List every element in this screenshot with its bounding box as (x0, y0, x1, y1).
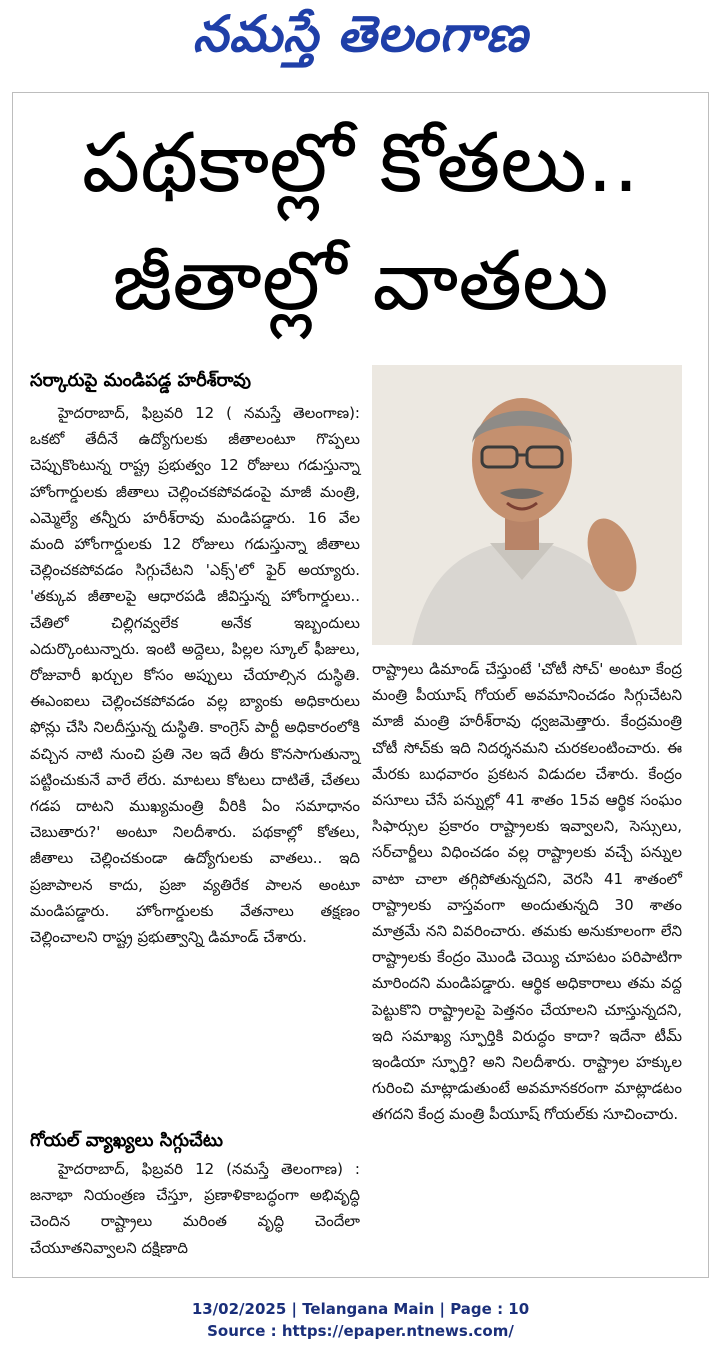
person-portrait-icon (372, 365, 682, 645)
story-2-paragraph-right: రాష్ట్రాలు డిమాండ్‌ చేస్తుంటే 'చోటీ సోచ్‌' అంటూ కేంద్ర మంత్రి పీయూష్‌ గోయల్‌ అవమానించడం సిగ్గుచేటని మాజీ మంత్రి హరీశ్‌రావు ధ్వజమెత్తారు. కేంద్రమంత్రి చోటీ సోచ్‌కు ఇది నిదర్శనమని చురకలంటించారు. ఈ మేరకు బుధవారం ప్రకటన విడుదల చేశారు. కేంద్రం వసూలు చేసే పన్నుల్లో 41 శాతం 15వ ఆర్థిక సంఘం సిఫార్సుల ప్రకారం రాష్ట్రాలకు ఇవ్వాలని, సెస్సులు, సర్‌చార్జీలు విధించడం వల్ల రాష్ట్రాలకు వచ్చే పన్నుల వాటా చాలా తగ్గిపోతున్నదని, వెరసి 41 శాతంలో రాష్ట్రాలకు వాస్తవంగా అందుతున్నది 30 శాతం మాత్రమే నని వివరించారు. తమకు అనుకూలంగా లేని రాష్ట్రాలకు కేంద్రం మొండి చెయ్యి చూపటం పరిపాటిగా మారిందని మండిపడ్డారు. ఆర్థిక అధికారాలు తమ వద్ద పెట్టుకొని రాష్ట్రాలపై పెత్తనం చేయాలని చూస్తున్నదని, ఇది సమాఖ్య స్ఫూర్తికి విరుద్ధం కాదా? ఇదేనా టీమ్‌ ఇండియా స్ఫూర్తి? అని నిలదీశారు. రాష్ట్రాల హక్కుల గురించి మాట్లాడుతుంటే అవమానకరంగా మాట్లాడటం తగదని కేంద్ర మంత్రి పీయూష్‌ గోయల్‌కు సూచించారు. (372, 660, 682, 1124)
footer-source-link[interactable]: Source : https://epaper.ntnews.com/ (207, 1322, 514, 1340)
story-1-body (30, 400, 360, 950)
headline-line-2: జీతాల్లో వాతలు (112, 234, 609, 329)
story-2-subhead: గోయల్‌ వ్యాఖ్యలు సిగ్గుచేటు (30, 1130, 223, 1151)
story-2-body-right (372, 656, 682, 1128)
masthead (0, 0, 721, 80)
portrait-photo (372, 365, 682, 645)
footer-edition-info: 13/02/2025 | Telangana Main | Page : 10 (191, 1300, 530, 1318)
story-1-subhead: సర్కారుపై మండిపడ్డ హరీశ్‌రావు (30, 370, 251, 391)
story-2-paragraph-left: హైదరాబాద్‌, ఫిబ్రవరి 12 (నమస్తే తెలంగాణ) : జనాభా నియంత్రణ చేస్తూ, ప్రణాళికాబద్ధంగా అభివృద్ధి చెందిన రాష్ట్రాలు మరింత వృద్ధి చెందేలా చేయూతనివ్వాలని దక్షిణాది (30, 1160, 360, 1257)
headline-line-1: పథకాల్లో కోతలు.. (81, 116, 640, 211)
story-1-paragraph: హైదరాబాద్‌, ఫిబ్రవరి 12 ( నమస్తే తెలంగాణ): ఒకటో తేదీనే ఉద్యోగులకు జీతాలంటూ గొప్పలు చెప్పుకొంటున్న రాష్ట్ర ప్రభుత్వం 12 రోజులు గడుస్తున్నా హోంగార్డులకు జీతాలు చెల్లించకపోవడంపై మాజీ మంత్రి, ఎమ్మెల్యే తన్నీరు హరీశ్‌రావు మండిపడ్డారు. 16 వేల మంది హోంగార్డులకు 12 రోజులు గడుస్తున్నా జీతాలు చెల్లించకపోవడం సిగ్గుచేటని 'ఎక్స్‌'లో ఫైర్‌ అయ్యారు. 'తక్కువ జీతాలపై ఆధారపడి జీవిస్తున్న హోంగార్డులు.. చేతిలో చిల్లిగవ్వలేక అనేక ఇబ్బందులు ఎదుర్కొంటున్నారు. ఇంటి అద్దెలు, పిల్లల స్కూల్‌ ఫీజులు, రోజువారీ ఖర్చుల కోసం అప్పులు చేయాల్సిన దుస్థితి. ఈఎంఐలు చెల్లించకపోవడం వల్ల బ్యాంకు అధికారులు ఫోన్లు చేసి నిలదీస్తున్న దుస్థితి. కాంగ్రెస్‌ పార్టీ అధికారంలోకి వచ్చిన నాటి నుంచి ప్రతి నెల ఇదే తీరు కొనసాగుతున్నా పట్టించుకునే వారే లేరు. మాటలు కోటలు దాటితే, చేతలు గడప దాటని ముఖ్యమంత్రి వీరికి ఏం సమాధానం చెబుతారు?' అంటూ నిలదీశారు. పథకాల్లో కోతలు, జీతాలు చెల్లించకుండా ఉద్యోగులకు వాతలు.. ఇది ప్రజాపాలన కాదు, ప్రజా వ్యతిరేక పాలన అంటూ మండిపడ్డారు. హోంగార్డులకు వేతనాలు తక్షణం చెల్లించాలని రాష్ట్ర ప్రభుత్వాన్ని డిమాండ్‌ చేశారు. (30, 404, 360, 947)
newspaper-logo: నమస్తే తెలంగాణ (192, 4, 529, 63)
story-2-body-left (30, 1156, 360, 1261)
